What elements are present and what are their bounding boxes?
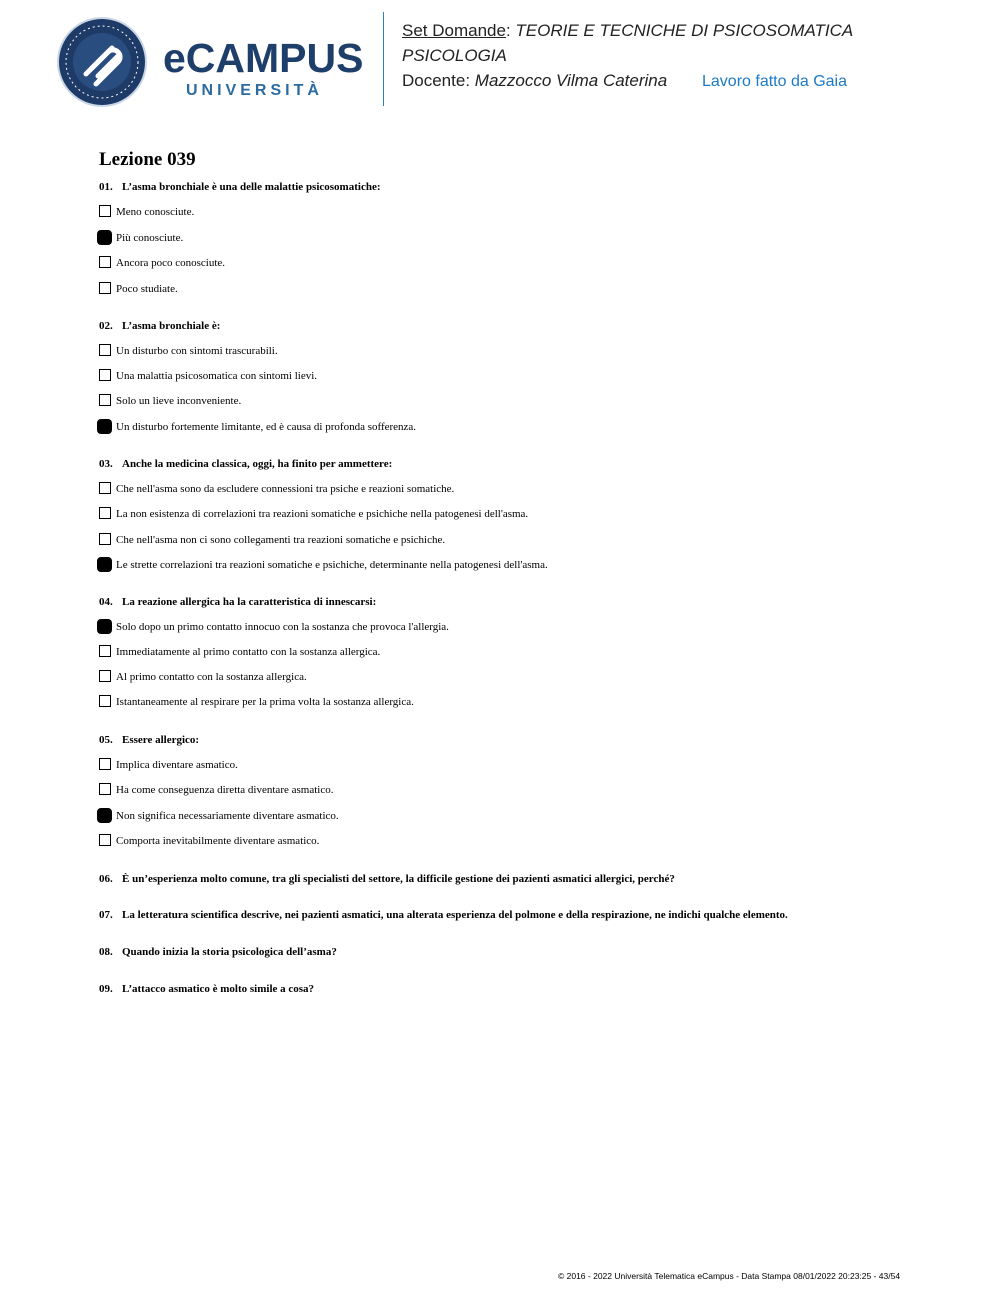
checkbox[interactable] bbox=[99, 758, 111, 770]
question-text: 01. L’asma bronchiale è una delle malattie psicosomatiche: bbox=[99, 181, 381, 193]
checkbox[interactable] bbox=[99, 344, 111, 356]
set-line: Set Domande: TEORIE E TECNICHE DI PSICOSOMATICA bbox=[402, 21, 854, 40]
open-question: 09. L’attacco asmatico è molto simile a cosa? bbox=[99, 983, 315, 995]
set-title-line2: PSICOLOGIA bbox=[402, 46, 507, 65]
brand-name: eCAMPUS bbox=[163, 35, 364, 81]
page-footer: © 2016 - 2022 Università Telematica eCampus - Data Stampa 08/01/2022 20:23:25 - 43/54 bbox=[558, 1271, 901, 1281]
checkbox[interactable] bbox=[99, 507, 111, 519]
checkbox[interactable] bbox=[99, 695, 111, 707]
question-text: 03. Anche la medicina classica, oggi, ha finito per ammettere: bbox=[99, 458, 393, 470]
checkbox[interactable] bbox=[99, 282, 111, 294]
docente-label: Docente: bbox=[402, 71, 471, 90]
lesson-title: Lezione 039 bbox=[99, 149, 196, 170]
question-block: 05. Essere allergico: Implica diventare asmatico. Ha come conseguenza diretta diventare asmatico. Non significa necessariamente diventare asmatico. Comporta inevitabilmente diventare asmatico. bbox=[99, 734, 339, 847]
open-question: 06. È un’esperienza molto comune, tra gli specialisti del settore, la difficile gestione dei pazienti asmatici allergici, perché? bbox=[99, 873, 675, 885]
question-block: 02. L’asma bronchiale è: Un disturbo con sintomi trascurabili. Una malattia psicosomatica con sintomi lievi. Solo un lieve inconveniente. Un disturbo fortemente limitante, ed è causa di profonda sofferenza. bbox=[99, 320, 417, 433]
question-text: 04. La reazione allergica ha la caratteristica di innescarsi: bbox=[99, 596, 377, 608]
question-block: 03. Anche la medicina classica, oggi, ha finito per ammettere: Che nell'asma sono da escludere connessioni tra psiche e reazioni somatiche. La non esistenza di correlazioni tra reazioni somatiche e psichiche nella patogenesi dell'asma. Che nell'asma non ci sono collegamenti tra reazioni somatiche e psichiche. Le strette correlazioni tra reazioni somatiche e psichiche, determinante nella patogenesi dell'asma. bbox=[99, 458, 548, 571]
checkbox-checked[interactable] bbox=[97, 419, 112, 434]
set-title: TEORIE E TECNICHE DI PSICOSOMATICA bbox=[515, 21, 854, 40]
open-question: 07. La letteratura scientifica descrive, nei pazienti asmatici, una alterata esperienza del polmone e della respirazione, ne indichi qualche elemento. bbox=[99, 909, 788, 921]
checkbox[interactable] bbox=[99, 533, 111, 545]
seal-icon bbox=[56, 16, 148, 108]
checkbox[interactable] bbox=[99, 670, 111, 682]
open-question: 08. Quando inizia la storia psicologica dell’asma? bbox=[99, 946, 337, 958]
checkbox[interactable] bbox=[99, 645, 111, 657]
brand-subtitle: UNIVERSITÀ bbox=[186, 82, 323, 99]
question-text: 02. L’asma bronchiale è: bbox=[99, 320, 221, 332]
docente-name: Mazzocco Vilma Caterina bbox=[474, 71, 668, 90]
checkbox[interactable] bbox=[99, 482, 111, 494]
set-label: Set Domande bbox=[402, 21, 506, 40]
docente-line bbox=[402, 71, 667, 91]
checkbox-checked[interactable] bbox=[97, 619, 112, 634]
ecampus-logo bbox=[56, 16, 376, 108]
header-divider bbox=[383, 12, 384, 106]
question-block: 04. La reazione allergica ha la caratteristica di innescarsi: Solo dopo un primo contatto innocuo con la sostanza che provoca l'allergia. Immediatamente al primo contatto con la sostanza allergica. Al primo contatto con la sostanza allergica. Istantaneamente al respirare per la prima volta la sostanza allergica. bbox=[99, 596, 449, 708]
checkbox[interactable] bbox=[99, 834, 111, 846]
checkbox[interactable] bbox=[99, 394, 111, 406]
checkbox-checked[interactable] bbox=[97, 808, 112, 823]
checkbox[interactable] bbox=[99, 369, 111, 381]
checkbox[interactable] bbox=[99, 256, 111, 268]
checkbox-checked[interactable] bbox=[97, 230, 112, 245]
checkbox-checked[interactable] bbox=[97, 557, 112, 572]
question-block: 01. L’asma bronchiale è una delle malattie psicosomatiche: Meno conosciute. Più conosciute. Ancora poco conosciute. Poco studiate. bbox=[99, 181, 381, 295]
question-text: 05. Essere allergico: bbox=[99, 734, 200, 746]
author-note: Lavoro fatto da Gaia bbox=[702, 73, 847, 90]
checkbox[interactable] bbox=[99, 783, 111, 795]
checkbox[interactable] bbox=[99, 205, 111, 217]
